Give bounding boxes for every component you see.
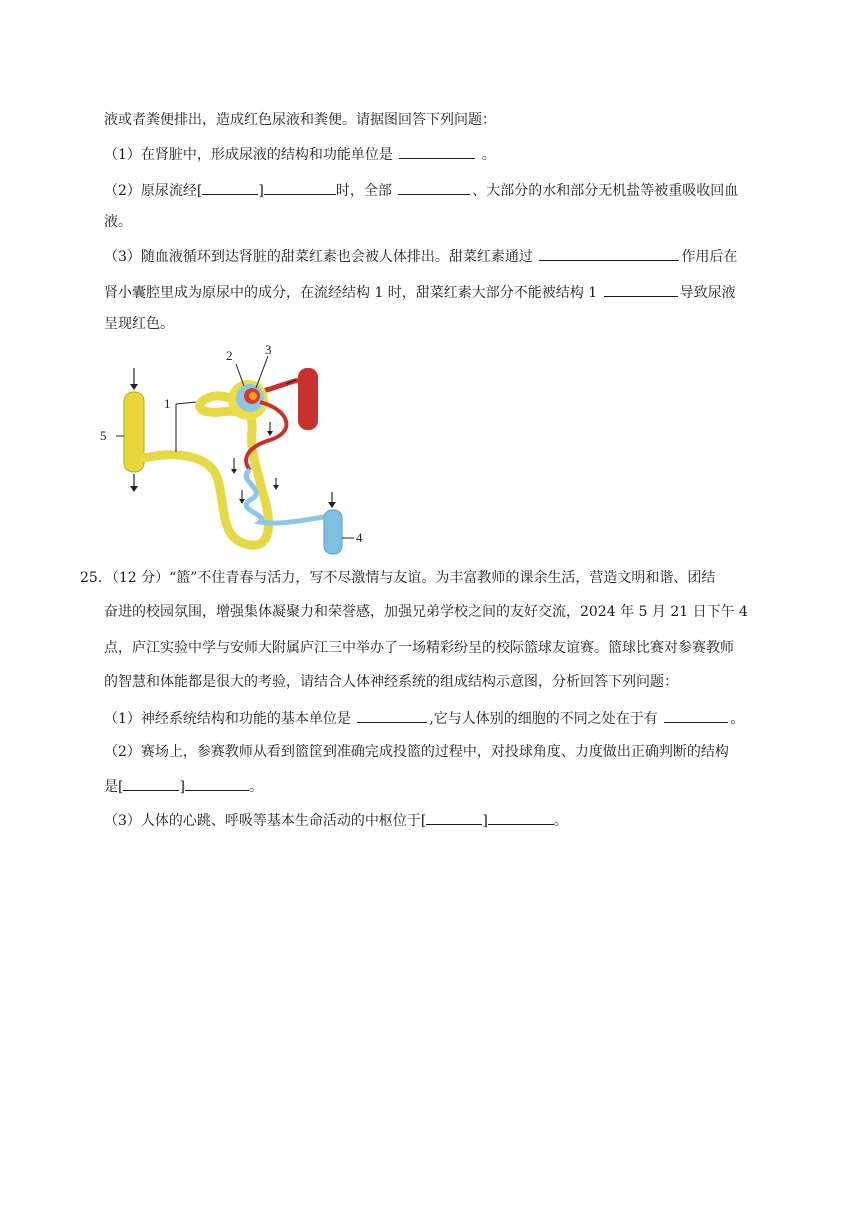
answer-blank[interactable]: [264, 180, 336, 195]
answer-blank[interactable]: [604, 282, 678, 297]
q25-part3: [104, 810, 568, 831]
leader-line: [256, 356, 268, 388]
q24-part2-line2: 液。: [104, 214, 132, 230]
q25-line2: 奋进的校园氛围，增强集体凝聚力和荣誉感，加强兄弟学校之间的友好交流，2024 年 5 月 21 日下午 4: [104, 604, 748, 620]
q25-part1-text: （1）神经系统结构和功能的基本单位是: [104, 711, 351, 727]
q25-part2-end: 。: [248, 779, 263, 795]
arrow-head: [328, 502, 336, 508]
answer-blank[interactable]: [357, 708, 427, 723]
answer-blank[interactable]: [399, 144, 475, 159]
q25-part2-line2: [104, 776, 263, 797]
q24-part3-line3: 呈现红色。: [104, 316, 174, 332]
leader-line: [176, 402, 196, 404]
q24-part2-text2: 时，全部: [335, 183, 392, 199]
arrow-head: [267, 431, 273, 436]
q24-part2-text: （2）原尿流经[: [104, 183, 203, 199]
answer-blank[interactable]: [185, 776, 249, 791]
q24-part3-text2: 作用后在: [681, 249, 738, 265]
renal-artery: [298, 368, 318, 430]
q24-part1-text: （1）在肾脏中，形成尿液的结构和功能单位是: [104, 147, 393, 163]
figure-label-3: 3: [265, 342, 272, 357]
answer-blank[interactable]: [398, 180, 470, 195]
q24-part3-text: （3）随血液循环到达肾脏的甜菜红素也会被人体排出。甜菜红素通过: [104, 249, 533, 265]
q25-part3-end: 。: [553, 813, 568, 829]
q24-part3-text4: 导致尿液: [679, 285, 736, 301]
arrow-head: [130, 384, 138, 390]
figure-label-4: 4: [356, 530, 363, 545]
figure-label-1: 1: [164, 396, 171, 411]
answer-blank[interactable]: [123, 776, 179, 791]
answer-blank[interactable]: [539, 246, 679, 261]
answer-blank[interactable]: [488, 810, 554, 825]
q24-part1: [104, 144, 496, 165]
answer-blank[interactable]: [426, 810, 482, 825]
q24-part2-text3: 、大部分的水和部分无机盐等被重吸收回血: [472, 183, 739, 199]
q25-part2-bracket: ]: [179, 779, 185, 795]
q24-part3-text3: 肾小囊腔里成为原尿中的成分，在流经结构 1 时，甜菜红素大部分不能被结构 1: [104, 285, 598, 301]
arrow-head: [231, 469, 237, 474]
q25-line4: 的智慧和体能都是很大的考验，请结合人体神经系统的组成结构示意图，分析回答下列问题：: [104, 674, 678, 690]
renal-vein: [324, 510, 342, 554]
figure-label-5: 5: [100, 428, 107, 443]
q24-part2: [104, 180, 738, 201]
q25-part3-text: （3）人体的心跳、呼吸等基本生命活动的中枢位于[: [104, 813, 427, 829]
q25-line1: 25．（12 分）“篮”不住青春与活力，写不尽激情与友谊。为丰富教师的课余生活，营造文明和谐、团结: [80, 570, 716, 586]
glomerulus-core: [249, 392, 257, 400]
q25-part1: [104, 708, 744, 729]
answer-blank[interactable]: [202, 180, 258, 195]
answer-blank[interactable]: [664, 708, 728, 723]
q25-part2-text: 是[: [104, 779, 124, 795]
q25-line3: 点，庐江实验中学与安师大附属庐江三中举办了一场精彩纷呈的校际篮球友谊赛。篮球比赛对参赛教师: [104, 640, 734, 656]
q25-part3-bracket: ]: [482, 813, 488, 829]
q24-part1-end: 。: [481, 147, 496, 163]
q25-part1-end: 。: [730, 711, 745, 727]
figure-label-2: 2: [226, 348, 233, 363]
q25-part1-text2: ,它与人体别的细胞的不同之处在于有: [429, 711, 658, 727]
arrow-head: [130, 486, 138, 492]
q24-part3-line2: [104, 282, 736, 303]
q24-part2-bracket: ]: [258, 183, 264, 199]
arrow-head: [273, 485, 279, 490]
q24-part3-line1: [104, 246, 737, 267]
q24-intro-tail: 液或者粪便排出，造成红色尿液和粪便。请据图回答下列问题：: [104, 112, 496, 128]
q25-part2-line1: （2）赛场上，参赛教师从看到篮筐到准确完成投篮的过程中，对投球角度、力度做出正确判断的结构: [104, 744, 729, 760]
nephron-figure: [100, 340, 370, 560]
